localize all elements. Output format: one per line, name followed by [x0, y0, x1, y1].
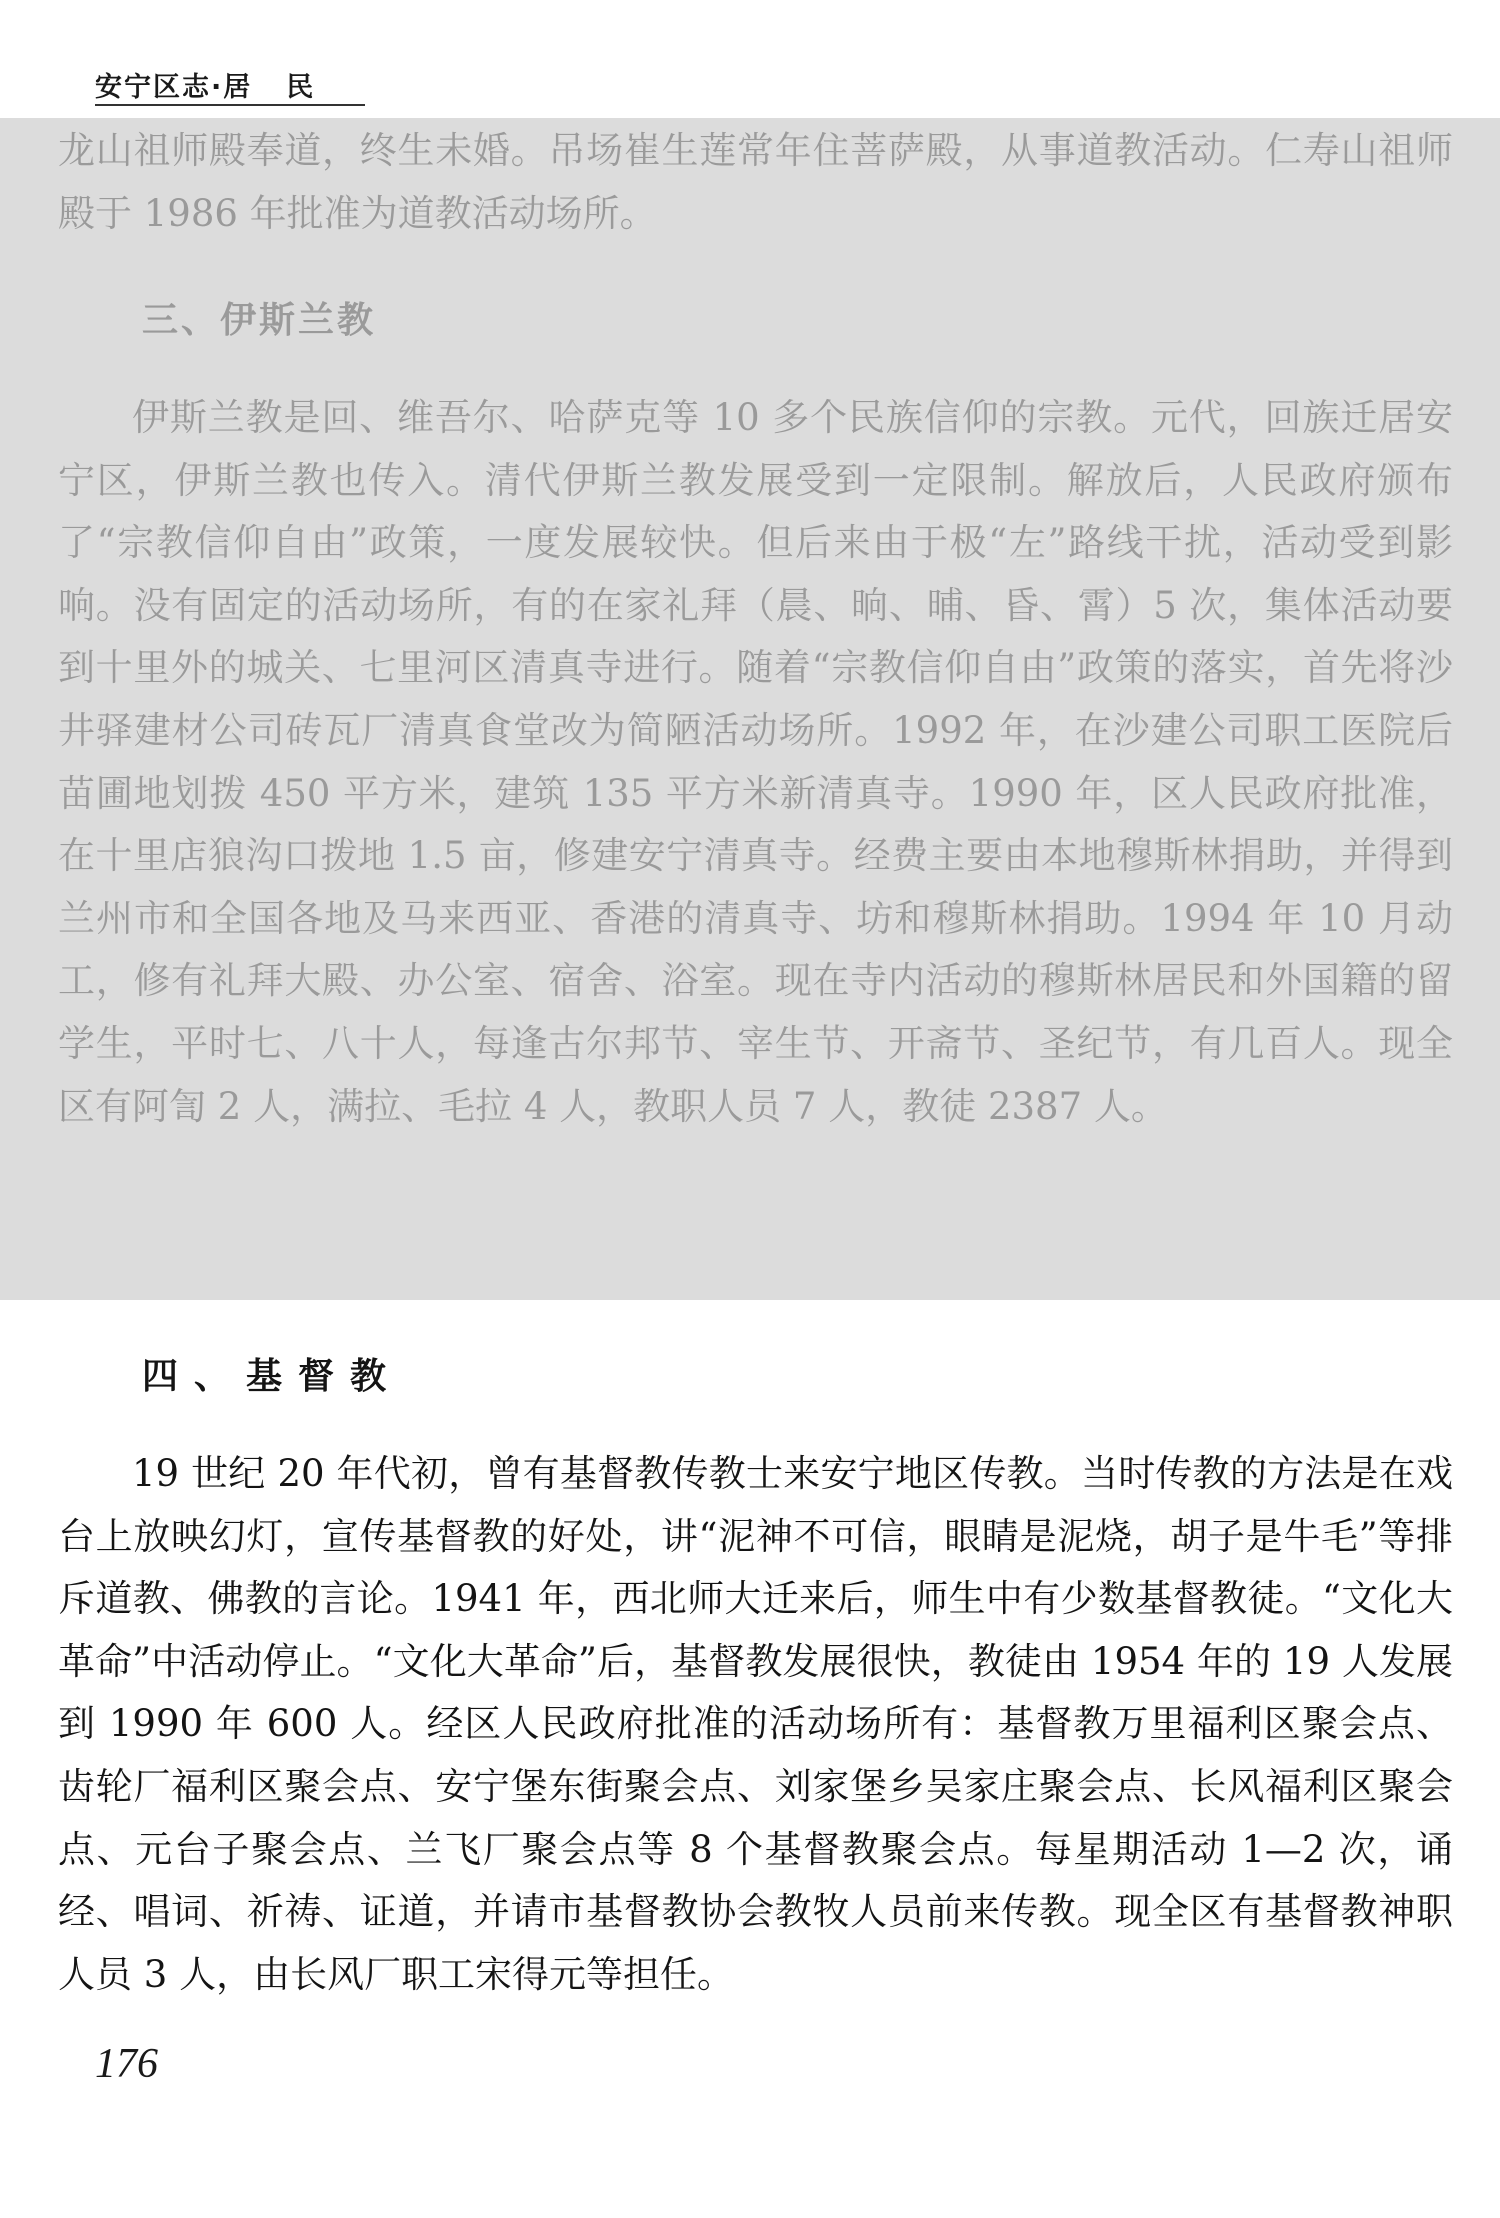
page-number: 176 [95, 2041, 158, 2087]
islam-paragraph: 伊斯兰教是回、维吾尔、哈萨克等 10 多个民族信仰的宗教。元代，回族迁居安宁区，伊斯兰教也传入。清代伊斯兰教发展受到一定限制。解放后，人民政府颁布了“宗教信仰自由”政策，一度发展较快。但后来由于极“左”路线干扰，活动受到影响。没有固定的活动场所，有的在家礼拜（晨、晌、晡、昏、霄）5 次，集体活动要到十里外的城关、七里河区清真寺进行。随着“宗教信仰自由”政策的落实，首先将沙井驿建材公司砖瓦厂清真食堂改为简陋活动场所。1992 年，在沙建公司职工医院后苗圃地划拨 450 平方米，建筑 135 平方米新清真寺。1990 年，区人民政府批准，在十里店狼沟口拨地 1.5 亩，修建安宁清真寺。经费主要由本地穆斯林捐助，并得到兰州市和全国各地及马来西亚、香港的清真寺、坊和穆斯林捐助。1994 年 10 月动工，修有礼拜大殿、办公室、宿舍、浴室。现在寺内活动的穆斯林居民和外国籍的留学生，平时七、八十人，每逢古尔邦节、宰生节、开斋节、圣纪节，有几百人。现全区有阿訇 2 人，满拉、毛拉 4 人，教职人员 7 人，教徒 2387 人。 [58, 396, 1453, 1128]
christianity-paragraph: 19 世纪 20 年代初，曾有基督教传教士来安宁地区传教。当时传教的方法是在戏台上放映幻灯，宣传基督教的好处，讲“泥神不可信，眼睛是泥烧，胡子是牛毛”等排斥道教、佛教的言论。1941 年，西北师大迁来后，师生中有少数基督教徒。“文化大革命”中活动停止。“文化大革命”后，基督教发展很快，教徒由 1954 年的 19 人发展到 1990 年 600 人。经区人民政府批准的活动场所有：基督教万里福利区聚会点、齿轮厂福利区聚会点、安宁堡东街聚会点、刘家堡乡吴家庄聚会点、长风福利区聚会点、元台子聚会点、兰飞厂聚会点等 8 个基督教聚会点。每星期活动 1—2 次，诵经、唱词、祈祷、证道，并请市基督教协会教牧人员前来传教。现全区有基督教神职人员 3 人，由长风厂职工宋得元等担任。 [58, 1452, 1453, 1996]
running-header-book-title: 安宁区志·居 [95, 72, 253, 103]
section-heading-islam: 三、伊斯兰教 [142, 300, 377, 341]
running-header [95, 62, 315, 104]
running-header-section: 民 [286, 72, 316, 103]
continuation-paragraph: 龙山祖师殿奉道，终生未婚。吊场崔生莲常年住菩萨殿，从事道教活动。仁寿山祖师殿于 1986 年批准为道教活动场所。 [58, 129, 1453, 235]
header-rule [95, 104, 365, 106]
section-heading-christianity: 四、基督教 [142, 1356, 403, 1397]
